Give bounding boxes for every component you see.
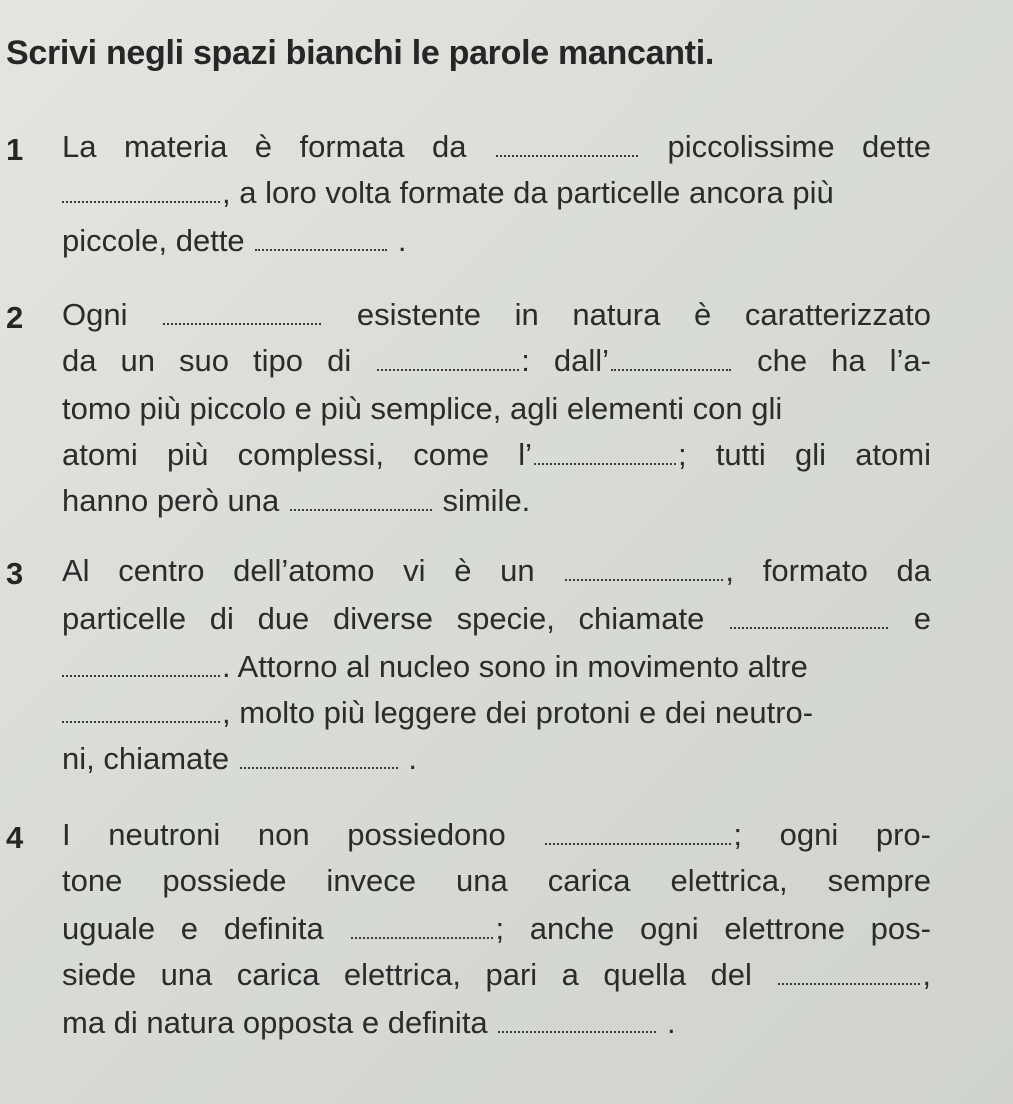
- text: ni, chiamate: [62, 741, 230, 776]
- ex2-line-4: [62, 436, 931, 474]
- answer-blank[interactable]: [351, 911, 493, 939]
- exercise-number-2: 2: [6, 300, 24, 335]
- exercise-instructions: Scrivi negli spazi bianchi le parole mancanti.: [6, 34, 714, 72]
- ex4-line-1: [62, 816, 931, 854]
- answer-blank[interactable]: [377, 343, 519, 371]
- text: La materia è formata da: [62, 129, 467, 164]
- answer-blank[interactable]: [496, 129, 638, 157]
- text: particelle di due diverse specie, chiamate: [62, 601, 705, 636]
- text: tomo più piccolo e più semplice, agli elementi con gli: [62, 391, 783, 426]
- text: , a loro volta formate da particelle ancora più: [222, 175, 834, 210]
- text: tone possiede invece una carica elettrica, sempre: [62, 863, 931, 898]
- answer-blank[interactable]: [498, 1005, 656, 1033]
- ex1-line-1: [62, 128, 931, 166]
- ex3-line-4: [62, 694, 931, 732]
- answer-blank[interactable]: [545, 817, 731, 845]
- text: ; ogni pro-: [733, 817, 931, 852]
- ex4-line-5: [62, 1004, 931, 1042]
- ex2-line-2: [62, 342, 931, 380]
- exercise-number-3: 3: [6, 556, 24, 591]
- ex2-line-1: [62, 296, 931, 334]
- text: Ogni: [62, 297, 128, 332]
- text: piccole, dette: [62, 223, 245, 258]
- text: .: [666, 1005, 676, 1040]
- ex4-line-4: [62, 956, 931, 994]
- answer-blank[interactable]: [565, 553, 723, 581]
- ex2-line-5: [62, 482, 931, 520]
- text: ,: [922, 957, 931, 992]
- text: .: [397, 223, 407, 258]
- text: , molto più leggere dei protoni e dei neutro-: [222, 695, 814, 730]
- text: ; tutti gli atomi: [678, 437, 931, 472]
- ex1-line-3: [62, 222, 931, 260]
- answer-blank[interactable]: [62, 695, 220, 723]
- answer-blank[interactable]: [240, 741, 398, 769]
- answer-blank[interactable]: [778, 957, 920, 985]
- ex3-line-1: [62, 552, 931, 590]
- ex4-line-3: [62, 910, 931, 948]
- text: .: [408, 741, 418, 776]
- text: : dall’: [521, 343, 610, 378]
- text: piccolissime dette: [667, 129, 931, 164]
- text: simile.: [442, 483, 531, 518]
- ex3-line-3: [62, 648, 931, 686]
- text: ma di natura opposta e definita: [62, 1005, 488, 1040]
- text: ; anche ogni elettrone pos-: [495, 911, 931, 946]
- text: atomi più complessi, come l’: [62, 437, 532, 472]
- ex3-line-5: [62, 740, 931, 778]
- ex4-line-2: [62, 862, 931, 900]
- ex2-line-3: [62, 390, 931, 428]
- text: che ha l’a-: [757, 343, 931, 378]
- answer-blank[interactable]: [534, 437, 676, 465]
- text: Al centro dell’atomo vi è un: [62, 553, 535, 588]
- answer-blank[interactable]: [62, 175, 220, 203]
- answer-blank[interactable]: [730, 601, 888, 629]
- ex1-line-2: [62, 174, 931, 212]
- answer-blank[interactable]: [290, 483, 432, 511]
- text: . Attorno al nucleo sono in movimento altre: [222, 649, 808, 684]
- text: da un suo tipo di: [62, 343, 352, 378]
- text: I neutroni non possiedono: [62, 817, 506, 852]
- ex3-line-2: [62, 600, 931, 638]
- exercise-number-1: 1: [6, 132, 24, 167]
- text: uguale e definita: [62, 911, 324, 946]
- exercise-number-4: 4: [6, 820, 24, 855]
- text: , formato da: [725, 553, 931, 588]
- answer-blank[interactable]: [62, 649, 220, 677]
- answer-blank[interactable]: [163, 297, 321, 325]
- text: hanno però una: [62, 483, 280, 518]
- answer-blank[interactable]: [255, 223, 387, 251]
- text: siede una carica elettrica, pari a quella del: [62, 957, 752, 992]
- text: e: [913, 601, 931, 636]
- answer-blank[interactable]: [611, 343, 731, 371]
- text: esistente in natura è caratterizzato: [356, 297, 931, 332]
